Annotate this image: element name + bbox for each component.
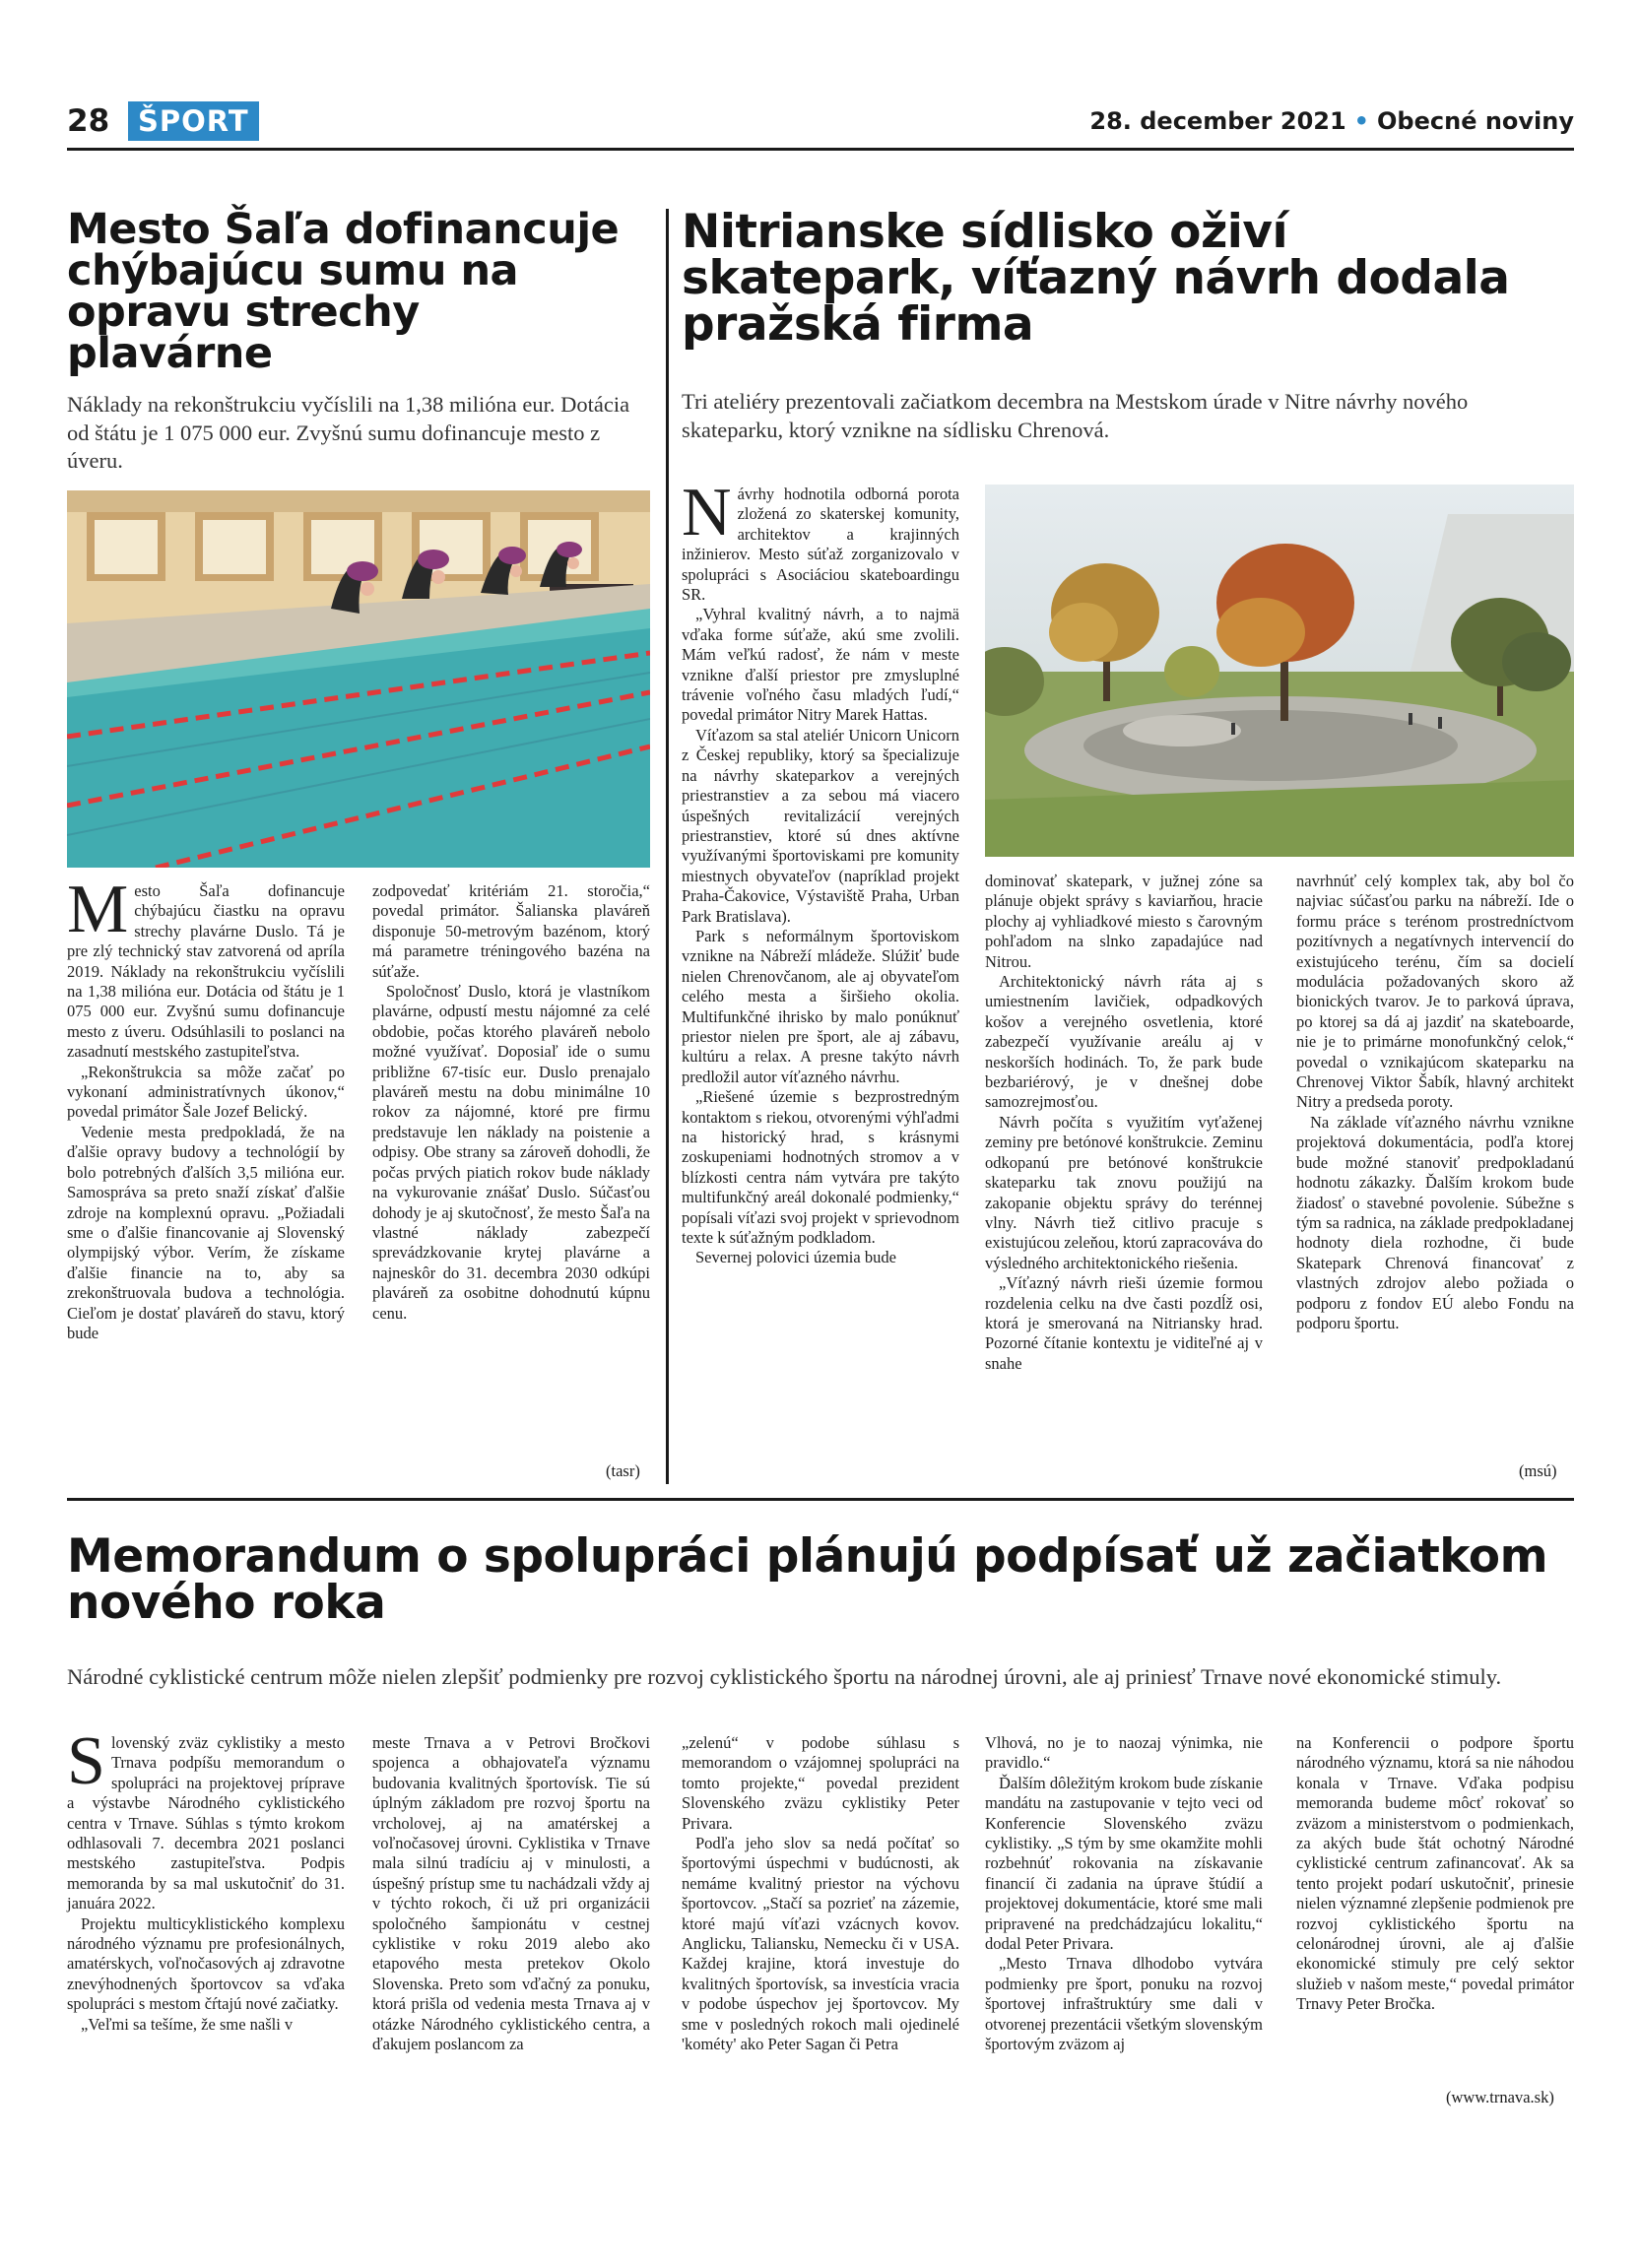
pool-column-1 — [67, 872, 345, 1343]
paragraph: Na základe víťazného návrhu vznikne projektová dokumentácia, podľa ktorej bude možné stanoviť predpokladanú hodnotu zákazky. Ďalším krokom bude žiadosť o stavebné povolenie. Súbežne s tým sa radnica, na základe predpokladanej hodnoty diela rozhodne, či bude Skatepark Chrenová financovať z vlastných zdrojov alebo požiada o podporu z fondov EÚ alebo Fondu na podporu športu. — [1296, 1112, 1574, 1332]
paragraph: „Riešené územie s bezprostredným kontaktom s riekou, otvorenými výhľadmi na historický hrad, s krásnymi zoskupeniami hodnotných stromov a v blízkosti centra nám vytvára pre takýto multifunkčný areál dokonalé podmienky,“ popísali víťazi svoj projekt v sprievodnom texte k súťažným podkladom. — [682, 1087, 959, 1248]
paragraph: ávrhy hodnotila odborná porota zložená zo skaterskej komunity, architektov a krajinných inžinierov. Mesto súťaž zorganizovalo v spolupráci s Asociáciou skateboardingu SR. — [682, 485, 959, 605]
headline-skatepark: Nitrianske sídlisko oživí skatepark, víťazný návrh dodala pražská firma — [682, 205, 1510, 352]
paragraph: „zelenú“ v podobe súhlasu s memorandom o vzájomnej spolupráci na tomto projekte,“ povedal prezident Slovenského zväzu cyklistiky Peter Privara. — [682, 1733, 959, 1833]
swimmers-pool-photo — [67, 490, 650, 868]
memorandum-column-1 — [67, 1723, 345, 2035]
pool-column-2 — [372, 881, 650, 1324]
paragraph: Podľa jeho slov sa nedá počítať so športovými úspechmi v budúcnosti, ak nemáme kvalitný priestor na výchovu športovcov. „Stačí sa pozrieť na zázemie, ktoré majú víťazi vzácnych kovov. Anglicku, Taliansku, Nemecku či v USA. Každej krajine, ktorá investuje do kvalitných športovísk, sa investícia vracia v podobe úspechov jej športovcov. My sme v posledných rokoch mali ojedinelé 'kométy' ako Peter Sagan či Petra — [682, 1834, 959, 2054]
skatepark-column-3 — [1296, 872, 1574, 1333]
pool-illustration — [67, 490, 650, 868]
headline-pool: Mesto Šaľa dofinancuje chýbajúcu sumu na opravu strechy plavárne — [67, 205, 620, 378]
lead-memorandum: Národné cyklistické centrum môže nielen zlepšiť podmienky pre rozvoj cyklistického športu na národnej úrovni, ale aj priniesť Trnave nové ekonomické stimuly. — [67, 1664, 1502, 1689]
headline-memorandum: Memorandum o spolupráci plánujú podpísať už začiatkom nového roka — [67, 1529, 1548, 1630]
header-rule — [67, 148, 1574, 151]
paragraph: Severnej polovici územia bude — [695, 1248, 896, 1267]
paragraph: Park s neformálnym športoviskom vznikne na Nábreží mládeže. Slúžiť bude nielen Chrenovčanom, ale aj obyvateľom celého mesta a širšieho okolia. Multifunkčné ihrisko by malo ponúknuť priestor nielen pre šport, ale aj zábavu, kultúru a relax. A presne takýto návrh predložil autor víťazného návrhu. — [682, 926, 959, 1086]
paragraph: Ďalším dôležitým krokom bude získanie mandátu na zastupovanie v tejto veci od Konferencie Slovenského zväzu cyklistiky. „S tým by sme okamžite mohli rozbehnúť rokovania na získavanie financií či zadania na úprave štúdií a projektovej dokumentácie, ktoré sme mali pripravené na predchádzajúcu lokalitu,“ dodal Peter Privara. — [985, 1773, 1263, 1954]
paragraph: zodpovedať kritériám 21. storočia,“ povedal primátor. Šalianska plaváreň disponuje 50-metrovým bazénom, ktorý má parametre tréningového bazéna na súťaže. — [372, 881, 650, 981]
section-rule — [67, 1498, 1574, 1501]
memorandum-column-4 — [985, 1733, 1263, 2055]
credit-pool: (tasr) — [606, 1461, 640, 1480]
header-meta — [1089, 107, 1574, 135]
dropcap: M — [67, 872, 129, 947]
paragraph: Víťazom sa stal ateliér Unicorn Unicorn z Českej republiky, ktorý sa špecializuje na návrhy skateparkov a verejných priestranstiev a za sebou má viacero úspešných revitalizácií verejných priestranstiev, ktoré sú dnes aktívne využívanými športoviskami pre komunity miestnych obyvateľov (napríklad projekt Praha-Čakovice, Výstaviště Praha, Urban Park Bratislava). — [682, 725, 959, 926]
separator-dot: • — [1353, 107, 1370, 135]
paragraph: Spoločnosť Duslo, ktorá je vlastníkom plavárne, odpustí mestu nájomné za celé obdobie, počas ktorého plaváreň nebolo možné využívať. Doposiaľ ide o sumu približne 67-tisíc eur. Duslo prenajalo plaváreň mestu na dobu minimálne 10 rokov za nájomné, ktoré pre firmu predstavuje len náklady na poistenie a odpisy. Obe strany sa zároveň dohodli, že počas prvých piatich rokov bude náklady na vykurovanie znášať Duslo. Súčasťou dohody je aj skutočnosť, že mesto Šaľa na vlastné náklady zabezpečí sprevádzkovanie krytej plavárne a najneskôr do 31. decembra 2030 odkúpi plaváreň za osobitne dohodnutú kúpnu cenu. — [372, 982, 650, 1323]
paragraph: Vlhová, no je to naozaj výnimka, nie pravidlo.“ — [985, 1733, 1263, 1773]
paragraph: Vedenie mesta predpokladá, že na ďalšie opravy budovy a technológií by bolo potrebných ďalších 3,5 milióna eur. Samospráva sa preto snaží získať ďalšie zdroje na komplexnú opravu. „Požiadali sme o ďalšie financovanie aj Slovenský olympijský výbor. Verím, že získame ďalšie financie na to, aby sa zrekonštruovala budova a technológia. Cieľom je dostať plaváreň do stavu, ktorý bude — [67, 1122, 345, 1342]
page-number: 28 — [67, 103, 110, 139]
skatepark-column-2 — [985, 872, 1263, 1374]
paragraph: esto Šaľa dofinancuje chýbajúcu čiastku na opravu strechy plavárne Duslo. Tá je pre zlý technický stav zatvorená od apríla 2019. Náklady na rekonštrukciu vyčíslili na 1,38 milióna eur. Dotácia od štátu je 1 075 000 eur. Zvyšnú sumu dofinancuje mesto z úveru. Odsúhlasili to poslanci na zasadnutí mestského zastupiteľstva. — [67, 881, 345, 1062]
paragraph: „Mesto Trnava dlhodobo vytvára podmienky pre šport, ponuku na rozvoj športovej infraštruktúry sme dali v otvorenej prezentácii všetkým slovenským športovým zväzom aj — [985, 1954, 1263, 2054]
skatepark-column-1 — [682, 475, 959, 1268]
paper-name: Obecné noviny — [1377, 107, 1574, 135]
paragraph: meste Trnava a v Petrovi Bročkovi spojenca a obhajovateľa významu budovania kvalitných športovísk. Tie sú úplným základom pre rozvoj športu na vrcholovej, aj na amatérskej a voľnočasovej úrovni. Cyklistika v Trnave mala silnú tradíciu aj v minulosti, a úspešný prístup sme tu nachádzali vždy aj v týchto rokoch, či už pri organizácii spoločného šampionátu v cestnej cyklistike v roku 2019 alebo ako etapového mesta pretekov Okolo Slovenska. Preto som vďačný za ponuku, ktorá prišla od vedenia mesta Trnava aj v otázke Národného cyklistického centra, a ďakujem poslancom za — [372, 1733, 650, 2054]
paragraph: lovenský zväz cyklistiky a mesto Trnava podpíšu memorandum o spolupráci na projektovej príprave a výstavbe Národného cyklistického centra v Trnave. Súhlas s týmto krokom odhlasovali 7. decembra 2021 poslanci mestského zastupiteľstva. Podpis memoranda by sa mal uskutočniť do 31. januára 2022. — [67, 1733, 345, 1913]
paragraph: „Veľmi sa tešíme, že sme našli v — [81, 2014, 294, 2034]
skatepark-rendering — [985, 485, 1574, 857]
credit-memorandum: (www.trnava.sk) — [1446, 2088, 1554, 2106]
lead-skatepark: Tri ateliéry prezentovali začiatkom decembra na Mestskom úrade v Nitre návrhy nového skateparku, ktorý vznikne na sídlisku Chrenová. — [682, 389, 1469, 442]
dropcap: S — [67, 1723, 105, 1799]
memorandum-column-5 — [1296, 1733, 1574, 2015]
paragraph: Návrh počíta s využitím vyťaženej zeminy pre betónové konštrukcie. Zeminu odkopanú pre betónové konštrukcie skateparku tak znovu použijú na zakopanie objektu správy do terénnej vlny. Návrh tiež citlivo pracuje s existujúcou zeleňou, ktorú zapracováva do výsledného architektonického riešenia. — [985, 1112, 1263, 1272]
paragraph: „Víťazný návrh rieši územie formou rozdelenia celku na dve časti pozdĺž osi, ktorá je smerovaná na Nitriansky hrad. Pozorné čítanie kontextu je viditeľné aj v snahe — [985, 1273, 1263, 1373]
paragraph: „Rekonštrukcia sa môže začať po vykonaní administratívnych úkonov,“ povedal primátor Šale Jozef Belický. — [67, 1062, 345, 1122]
paragraph: navrhnúť celý komplex tak, aby bol čo najviac súčasťou parku na nábreží. Ide o formu práce s terénom prostredníctvom pozitívnych a negatívnych intervencií do existujúceho terénu, čím sa docielí modulácia požadovaných skoro až bionických tvarov. Je to parková úprava, po ktorej sa dá aj jazdiť na skateboarde, nie je to primárne monofunkčný celok,“ povedal o vznikajúcom skateparku na Chrenovej Viktor Šabík, hlavný architekt Nitry a predseda poroty. — [1296, 872, 1574, 1112]
skatepark-illustration — [985, 485, 1574, 857]
issue-date: 28. december 2021 — [1089, 107, 1346, 135]
paragraph: dominovať skatepark, v južnej zóne sa plánuje objekt správy s kaviarňou, hracie plochy aj vyhliadkové miesto s čarovným pohľadom na slnko zapadajúce nad Nitrou. — [985, 872, 1263, 971]
section-label: ŠPORT — [128, 101, 259, 141]
page-header — [67, 101, 1574, 145]
dropcap: N — [682, 475, 732, 551]
paragraph: na Konferencii o podpore športu národného významu, ktorá sa nie náhodou konala v Trnave. Vďaka podpisu memoranda budeme môcť rokovať so zväzom a ministerstvom o podmienkach, za akých bude štát ochotný Národné cyklistické centrum zafinancovať. Ak sa tento projekt podarí uskutočniť, prinesie nielen významné zlepšenie podmienok pre rozvoj cyklistického športu na celonárodnej úrovni, ale aj ďalšie ekonomické stimuly pre celý sektor služieb v našom meste,“ povedal primátor Trnavy Peter Bročka. — [1296, 1733, 1574, 2014]
memorandum-column-3 — [682, 1733, 959, 2055]
memorandum-column-2 — [372, 1733, 650, 2055]
credit-skatepark: (msú) — [1519, 1461, 1557, 1480]
paragraph: „Vyhral kvalitný návrh, a to najmä vďaka forme súťaže, akú sme zvolili. Mám veľkú radosť, že nám v meste vznikne ďalší priestor pre zmysluplné trávenie voľného času mladých ľudí,“ povedal primátor Nitry Marek Hattas. — [682, 605, 959, 725]
lead-pool: Náklady na rekonštrukciu vyčíslili na 1,38 milióna eur. Dotácia od štátu je 1 075 000 eur. Zvyšnú sumu dofinancuje mesto z úveru. — [67, 392, 630, 473]
paragraph: Projektu multicyklistického komplexu národného významu pre profesionálnych, amatérskych, voľnočasových aj zdravotne znevýhodnených športovcov sa vďaka spolupráci s mestom čŕtajú nové začiatky. — [67, 1913, 345, 2014]
paragraph: Architektonický návrh ráta aj s umiestnením lavičiek, odpadkových košov a verejného osvetlenia, ktoré zabezpečí využívanie areálu aj v neskorších hodinách. To, že park bude bezbariérový, je v dnešnej dobe samozrejmosťou. — [985, 972, 1263, 1112]
column-rule — [666, 209, 669, 1484]
